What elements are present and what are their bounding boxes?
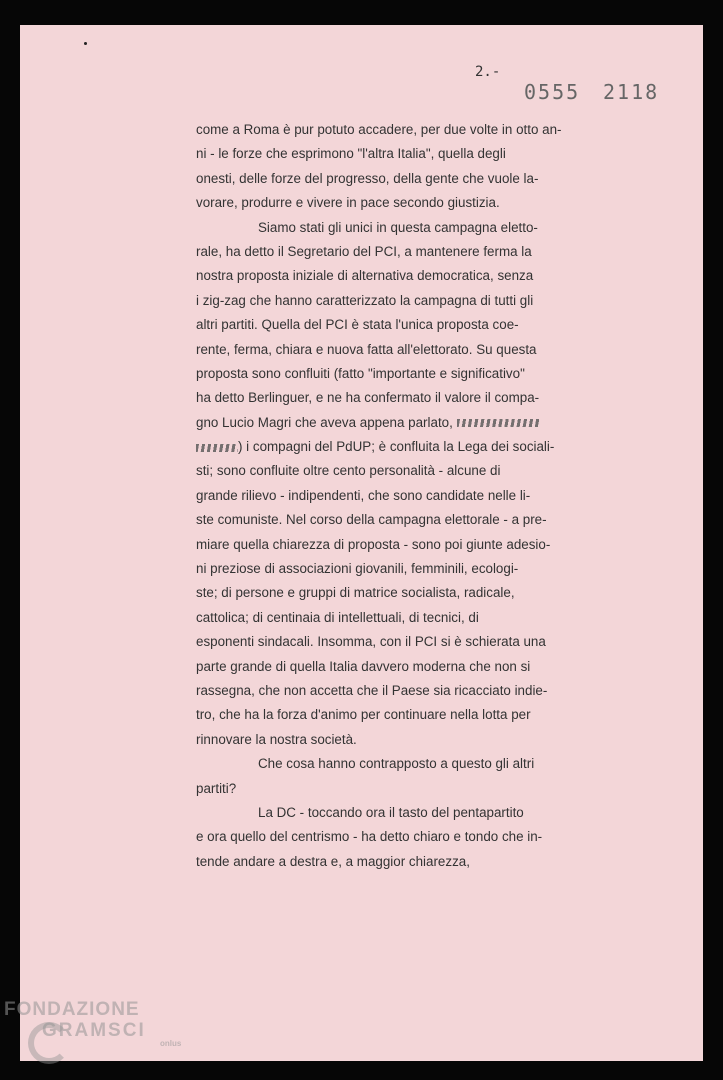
text-line: parte grande di quella Italia davvero moderna che non si <box>196 658 531 674</box>
text-line: i zig-zag che hanno caratterizzato la campagna di tutti gli <box>196 292 534 308</box>
text-line: esponenti sindacali. Insomma, con il PCI si è schierata una <box>196 634 546 650</box>
archive-stamp-code-1: 0555 <box>524 80 581 104</box>
text-line: ha detto Berlinguer, e ne ha confermato il valore il compa- <box>196 390 540 406</box>
text-line: sti; sono confluite oltre cento personalità - alcune di <box>196 463 501 479</box>
text-line: rinnovare la nostra società. <box>196 731 357 747</box>
text-line: come a Roma è pur potuto accadere, per due volte in otto an- <box>196 122 562 137</box>
text-line: vorare, produrre e vivere in pace secondo giustizia. <box>196 195 500 211</box>
watermark-line-2: GRAMSCI <box>42 1020 146 1041</box>
page-number: 2.- <box>475 64 501 80</box>
struck-out-text <box>196 442 238 454</box>
text-line: partiti? <box>196 780 237 796</box>
text-line: ni - le forze che esprimono "l'altra Italia", quella degli <box>196 146 506 162</box>
text-line: nostra proposta iniziale di alternativa democratica, senza <box>196 268 534 284</box>
text-line: La DC - toccando ora il tasto del pentapartito <box>258 804 524 820</box>
text-line: cattolica; di centinaia di intellettuali, di tecnici, di <box>196 609 479 625</box>
text-line: tro, che ha la forza d'animo per continuare nella lotta per <box>196 707 531 723</box>
text-line-fragment: ) i compagni del PdUP; è confluita la Lega dei sociali- <box>238 439 555 455</box>
text-line: rassegna, che non accetta che il Paese sia ricacciato indie- <box>196 682 548 698</box>
text-line <box>196 435 616 459</box>
archive-stamp-code-2: 2118 <box>603 80 660 104</box>
text-line: tende andare a destra e, a maggior chiarezza, <box>196 853 470 869</box>
text-line: grande rilievo - indipendenti, che sono candidate nelle li- <box>196 487 531 503</box>
text-line: Che cosa hanno contrapposto a questo gli altri <box>258 756 535 772</box>
text-line <box>196 411 616 435</box>
typed-text-body <box>196 118 616 874</box>
text-line: rente, ferma, chiara e nuova fatta all'elettorato. Su questa <box>196 341 537 357</box>
text-line: Siamo stati gli unici in questa campagna eletto- <box>258 219 538 235</box>
text-line: e ora quello del centrismo - ha detto chiaro e tondo che in- <box>196 829 543 845</box>
watermark-logo <box>4 1000 181 1048</box>
text-line: miare quella chiarezza di proposta - sono poi giunte adesio- <box>196 536 551 552</box>
text-line: rale, ha detto il Segretario del PCI, a mantenere ferma la <box>196 243 532 259</box>
ink-dot <box>84 42 87 45</box>
text-line: ni preziose di associazioni giovanili, femminili, ecologi- <box>196 561 519 577</box>
struck-out-text <box>457 417 541 429</box>
watermark-line-1: FONDAZIONE <box>4 999 140 1020</box>
text-line: altri partiti. Quella del PCI è stata l'unica proposta coe- <box>196 317 519 333</box>
text-line: onesti, delle forze del progresso, della gente che vuole la- <box>196 170 539 186</box>
text-line: ste comuniste. Nel corso della campagna elettorale - a pre- <box>196 512 547 528</box>
text-line-fragment: gno Lucio Magri che aveva appena parlato, <box>196 414 453 430</box>
text-line: ste; di persone e gruppi di matrice socialista, radicale, <box>196 585 515 601</box>
watermark-line-3: onlus <box>160 1039 182 1048</box>
text-line: proposta sono confluiti (fatto "importante e significativo" <box>196 365 525 381</box>
